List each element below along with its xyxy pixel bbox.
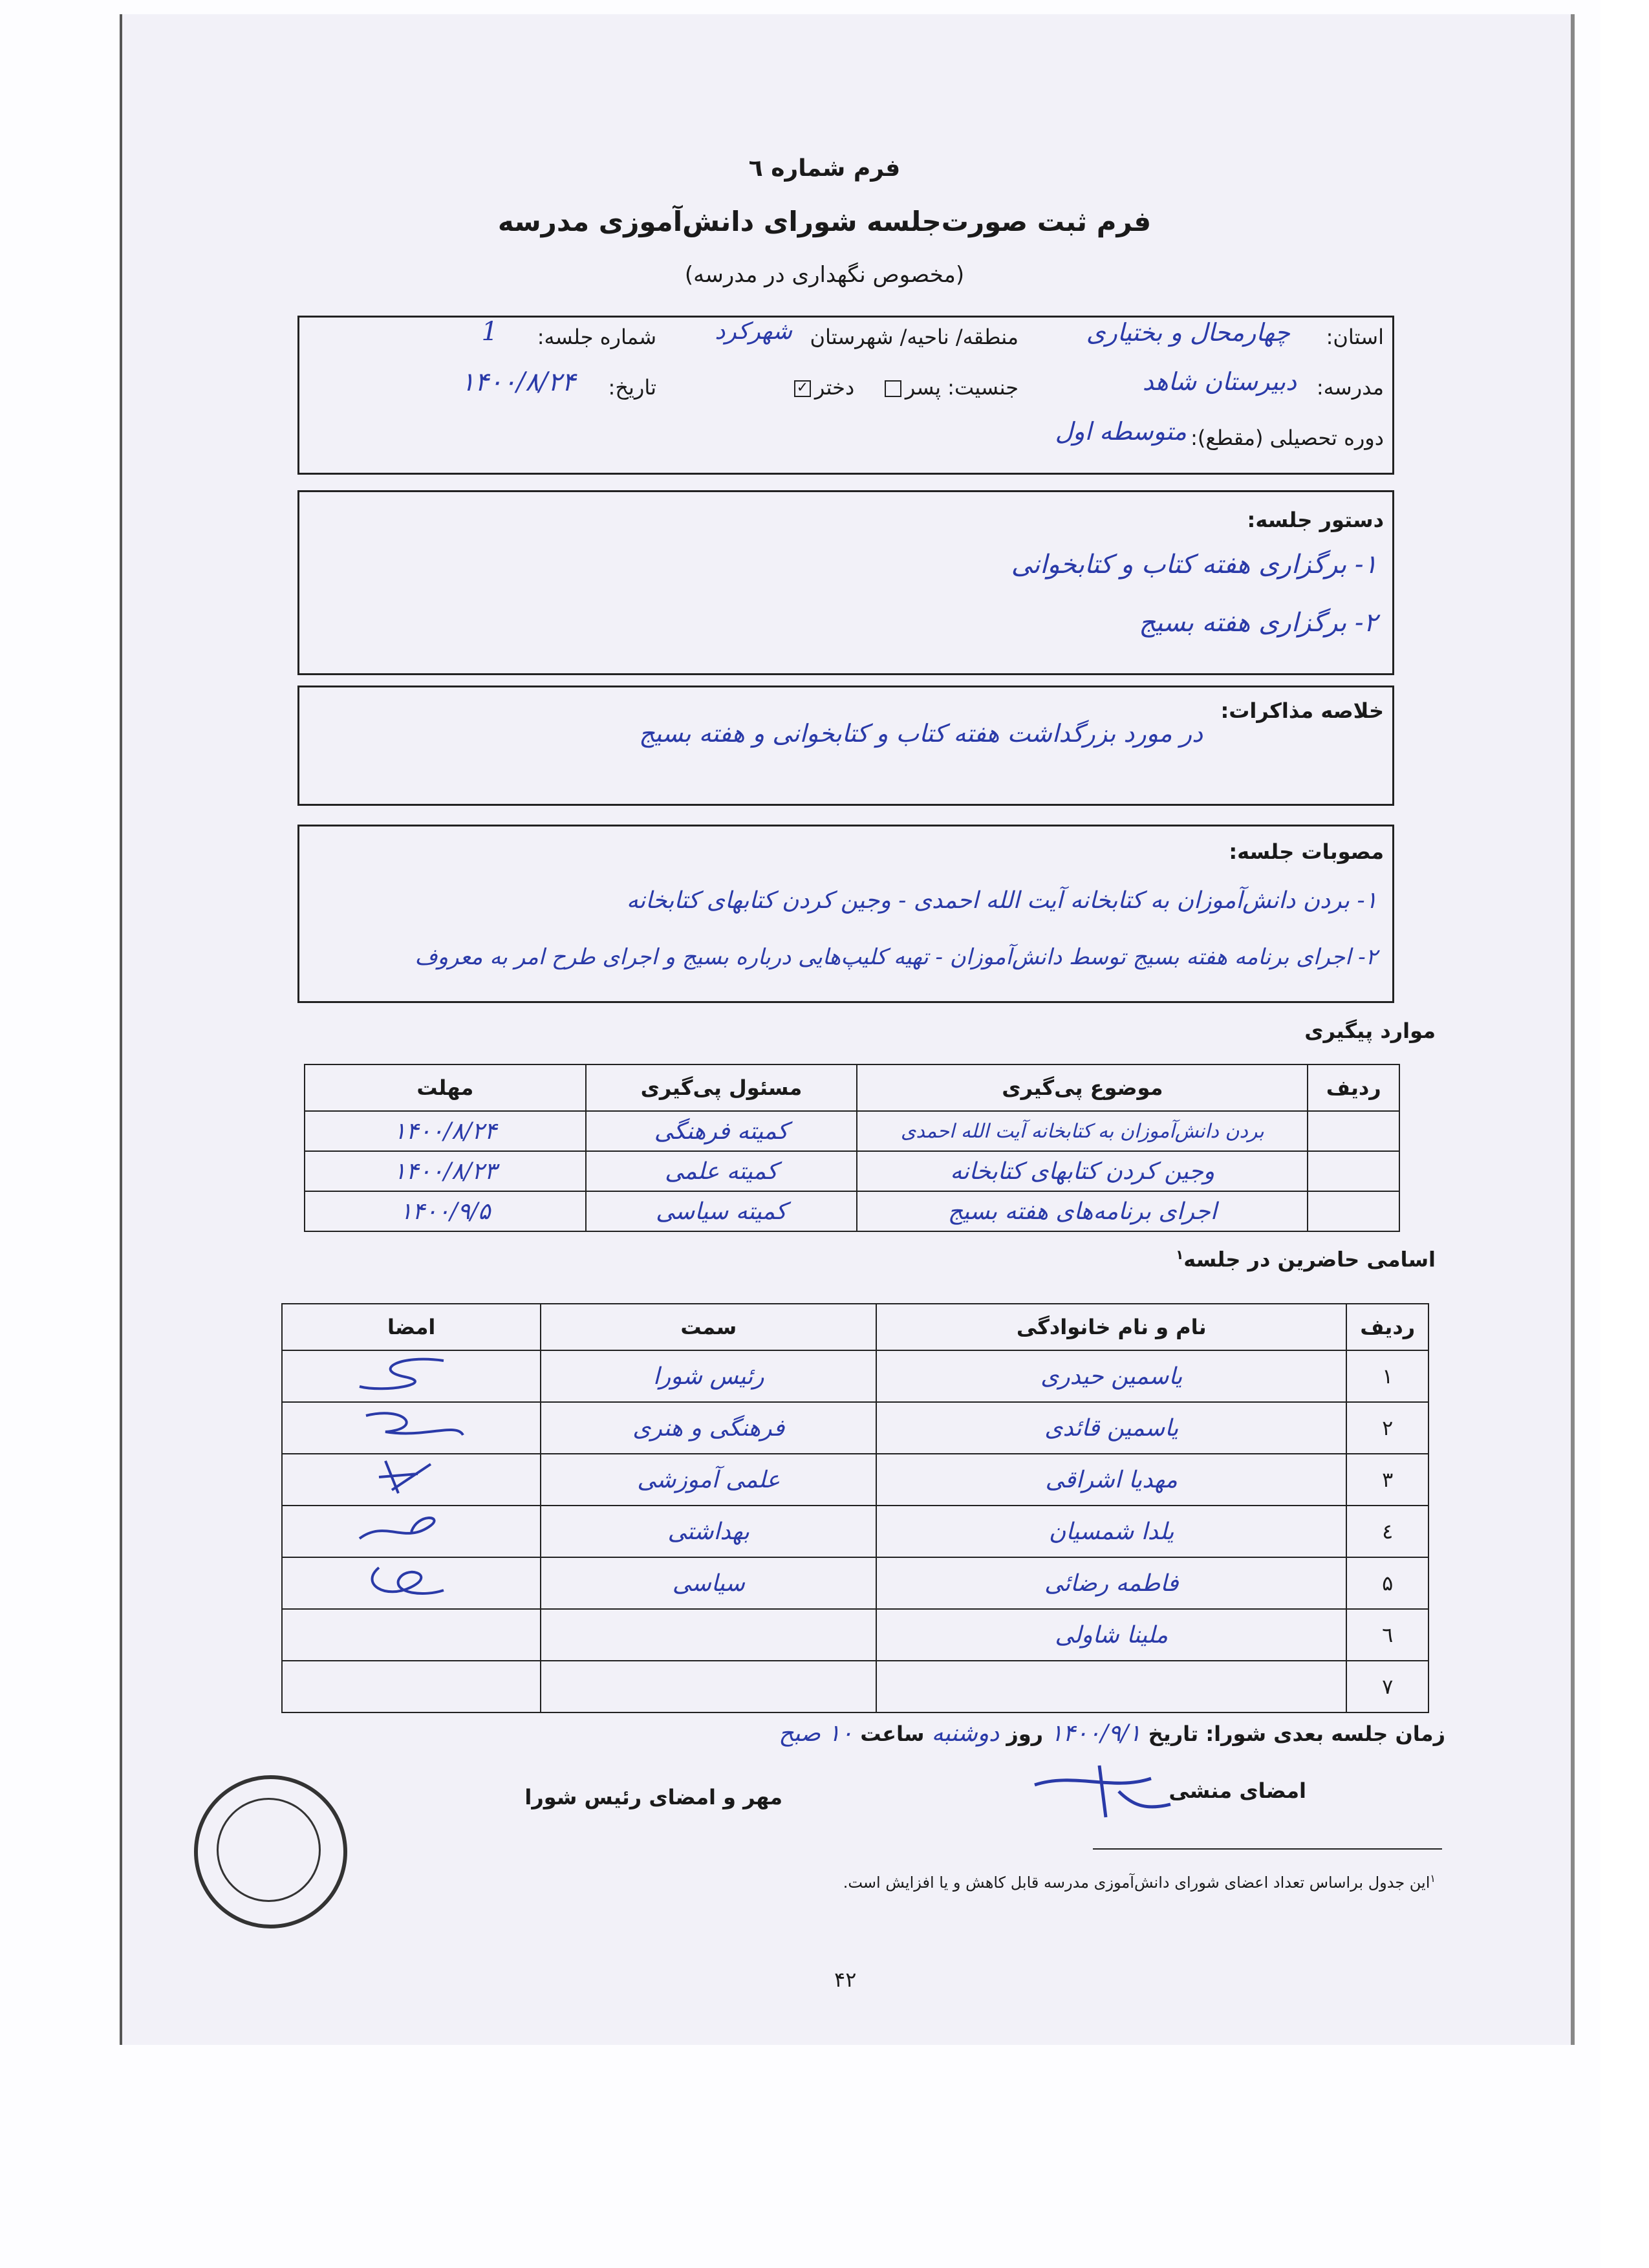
row-number-cell: ٤ — [1346, 1506, 1428, 1557]
footnote-rule — [1093, 1848, 1442, 1850]
page-number: ۴۲ — [834, 1967, 857, 1992]
column-header: ردیف — [1308, 1064, 1399, 1111]
agenda-item: ۱- برگزاری هفته کتاب و کتابخوانی — [1011, 550, 1377, 579]
column-header: مسئول پی‌گیری — [586, 1064, 857, 1111]
column-header: امضا — [282, 1304, 541, 1350]
table-row — [282, 1350, 1428, 1402]
deadline-cell: ۱۴۰۰/۹/۵ — [305, 1191, 586, 1231]
name-cell: ملینا شاولی — [876, 1609, 1346, 1661]
role-cell — [541, 1609, 876, 1661]
row-number-cell — [1308, 1111, 1399, 1151]
session-number-value: 1 — [481, 317, 498, 347]
gender-girl-checkbox[interactable]: ✓ — [794, 380, 811, 397]
scan-margin — [1600, 0, 1649, 2268]
session-number-label: شماره جلسه: — [537, 325, 656, 349]
followup-table — [304, 1064, 1400, 1232]
row-number-cell — [1308, 1151, 1399, 1191]
school-label: مدرسه: — [1316, 375, 1384, 400]
role-cell: فرهنگی و هنری — [541, 1402, 876, 1454]
name-cell: فاطمه رضائی — [876, 1557, 1346, 1609]
column-header: مهلت — [305, 1064, 586, 1111]
column-header: ردیف — [1346, 1304, 1428, 1350]
table-row — [282, 1506, 1428, 1557]
row-number-cell: ۲ — [1346, 1402, 1428, 1454]
signature-cell — [282, 1609, 541, 1661]
footnote-mark: ۱ — [1430, 1872, 1436, 1885]
next-meeting-label: زمان جلسه بعدی شورا: تاریخ — [1148, 1722, 1445, 1746]
table-row — [282, 1661, 1428, 1712]
table-row — [305, 1111, 1399, 1151]
deadline-cell: ۱۴۰۰/۸/۲۴ — [305, 1111, 586, 1151]
attendees-header-row — [282, 1304, 1428, 1350]
subject-cell: وجین کردن کتابهای کتابخانه — [857, 1151, 1308, 1191]
footnote-text — [843, 1872, 1436, 1892]
subject-cell: اجرای برنامه‌های هفته بسیج — [857, 1191, 1308, 1231]
secretary-signature-label: امضای منشی — [1169, 1778, 1306, 1803]
footnote-mark: ۱ — [1176, 1247, 1184, 1262]
province-value: چهارمحال و بختیاری — [1086, 318, 1290, 347]
signature-mark — [347, 1351, 476, 1396]
table-row — [282, 1557, 1428, 1609]
column-header: نام و نام خانوادگی — [876, 1304, 1346, 1350]
role-cell: سیاسی — [541, 1557, 876, 1609]
gender-boy-label: پسر — [905, 375, 941, 400]
signature-cell — [282, 1557, 541, 1609]
responsible-cell: کمیته فرهنگی — [586, 1111, 857, 1151]
role-cell — [541, 1661, 876, 1712]
signature-cell — [282, 1402, 541, 1454]
table-row — [305, 1191, 1399, 1231]
next-meeting-hour-label: ساعت — [860, 1722, 925, 1746]
role-cell: بهداشتی — [541, 1506, 876, 1557]
resolutions-label: مصوبات جلسه: — [1229, 839, 1384, 864]
name-cell: مهدیا اشراقی — [876, 1454, 1346, 1506]
row-number-cell: ۷ — [1346, 1661, 1428, 1712]
table-row — [282, 1454, 1428, 1506]
deadline-cell: ۱۴۰۰/۸/۲۳ — [305, 1151, 586, 1191]
school-value: دبیرستان شاهد — [1142, 367, 1297, 396]
signature-mark — [347, 1403, 476, 1448]
signature-cell — [282, 1350, 541, 1402]
level-value: متوسطه اول — [1055, 417, 1187, 446]
role-cell: رئیس شورا — [541, 1350, 876, 1402]
followup-header-row — [305, 1064, 1399, 1111]
region-label: منطقه/ ناحیه/ شهرستان — [810, 325, 1018, 349]
form-subtitle: (مخصوص نگهداری در مدرسه) — [684, 262, 965, 288]
signature-mark — [347, 1454, 476, 1500]
subject-cell: بردن دانش‌آموزان به کتابخانه آیت الله احمدی — [857, 1111, 1308, 1151]
form-number: فرم شماره ٦ — [748, 155, 901, 182]
name-cell — [876, 1661, 1346, 1712]
resolution-item: ۲- اجرای برنامه هفته بسیج توسط دانش‌آموزان - تهیه کلیپ‌هایی درباره بسیج و اجرای طرح امر به معروف — [415, 944, 1377, 970]
next-meeting-day: دوشنبه — [931, 1720, 1000, 1747]
table-row — [282, 1402, 1428, 1454]
next-meeting-day-label: روز — [1006, 1722, 1044, 1746]
row-number-cell: ۱ — [1346, 1350, 1428, 1402]
gender-field — [790, 375, 1018, 400]
table-row — [305, 1151, 1399, 1191]
responsible-cell: کمیته علمی — [586, 1151, 857, 1191]
agenda-label: دستور جلسه: — [1247, 508, 1384, 532]
signature-mark — [347, 1558, 476, 1603]
gender-boy-checkbox[interactable] — [885, 380, 901, 397]
signature-cell — [282, 1661, 541, 1712]
province-label: استان: — [1326, 325, 1384, 349]
row-number-cell — [1308, 1191, 1399, 1231]
attendees-table — [281, 1303, 1429, 1713]
secretary-signature — [1022, 1746, 1190, 1830]
column-header: سمت — [541, 1304, 876, 1350]
column-header: موضوع پی‌گیری — [857, 1064, 1308, 1111]
row-number-cell: ٦ — [1346, 1609, 1428, 1661]
agenda-item: ۲- برگزاری هفته بسیج — [1139, 608, 1377, 638]
region-value: شهرکرد — [715, 318, 792, 345]
form-title: فرم ثبت صورت‌جلسه شورای دانش‌آموزی مدرسه — [497, 206, 1152, 237]
table-row — [282, 1609, 1428, 1661]
summary-value: در مورد بزرگداشت هفته کتاب و کتابخوانی و هفته بسیج — [639, 719, 1203, 748]
row-number-cell: ۳ — [1346, 1454, 1428, 1506]
resolution-item: ۱- بردن دانش‌آموزان به کتابخانه آیت الله احمدی - وجین کردن کتابهای کتابخانه — [626, 887, 1377, 914]
level-label: دوره تحصیلی (مقطع): — [1191, 426, 1384, 450]
attendees-label — [1176, 1247, 1436, 1272]
chair-signature-label: مهر و امضای رئیس شورا — [524, 1785, 782, 1809]
school-seal-inner — [217, 1798, 321, 1902]
attendees-label-text: اسامی حاضرین در جلسه — [1183, 1247, 1436, 1272]
gender-label: جنسیت: — [947, 375, 1018, 400]
agenda-box — [297, 490, 1394, 675]
next-meeting-hour: ۱۰ صبح — [779, 1720, 854, 1747]
name-cell: یاسمین حیدری — [876, 1350, 1346, 1402]
name-cell: یلدا شمسیان — [876, 1506, 1346, 1557]
name-cell: یاسمین قائدی — [876, 1402, 1346, 1454]
footnote-body: این جدول براساس تعداد اعضای شورای دانش‌آموزی مدرسه قابل کاهش و یا افزایش است. — [843, 1874, 1430, 1892]
next-meeting-line — [779, 1720, 1445, 1747]
date-label: تاریخ: — [608, 375, 656, 400]
signature-cell — [282, 1454, 541, 1506]
date-value: ۱۴۰۰/۸/۲۴ — [460, 367, 576, 397]
followup-label: موارد پیگیری — [1304, 1019, 1436, 1043]
row-number-cell: ۵ — [1346, 1557, 1428, 1609]
responsible-cell: کمیته سیاسی — [586, 1191, 857, 1231]
signature-mark — [347, 1506, 476, 1551]
role-cell: علمی آموزشی — [541, 1454, 876, 1506]
summary-label: خلاصه مذاکرات: — [1220, 698, 1384, 723]
signature-cell — [282, 1506, 541, 1557]
next-meeting-date: ۱۴۰۰/۹/۱ — [1050, 1720, 1141, 1747]
gender-girl-label: دختر — [814, 375, 855, 400]
